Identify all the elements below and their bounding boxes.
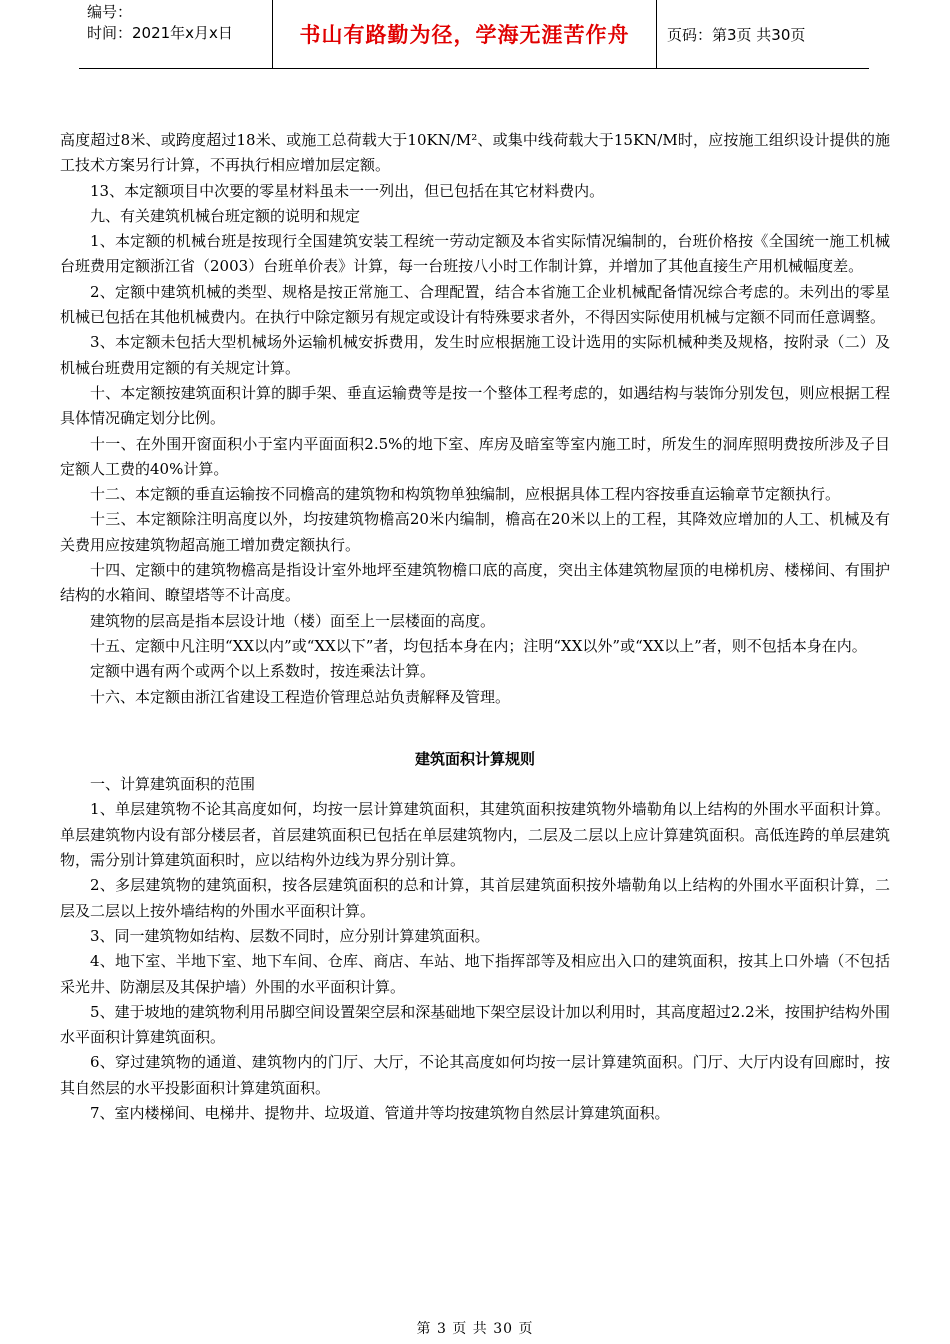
paragraph: 3、本定额未包括大型机械场外运输机械安拆费用，发生时应根据施工设计选用的实际机械种类及规格，按附录（二）及机械台班费用定额的有关规定计算。 — [60, 333, 890, 377]
section-paragraph: 6、穿过建筑物的通道、建筑物内的门厅、大厅，不论其高度如何均按一层计算建筑面积。门厅、大厅内设有回廊时，按其自然层的水平投影面积计算建筑面积。 — [60, 1053, 890, 1097]
paragraph: 十、本定额按建筑面积计算的脚手架、垂直运输费等是按一个整体工程考虑的，如遇结构与装饰分别发包，则应根据工程具体情况确定划分比例。 — [60, 383, 890, 428]
section-paragraph: 2、多层建筑物的建筑面积，按各层建筑面积的总和计算，其首层建筑面积按外墙勒角以上结构的外围水平面积计算，二层及二层以上按外墙结构的外围水平面积计算。 — [60, 876, 890, 920]
paragraph: 13、本定额项目中次要的零星材料虽未一一列出，但已包括在其它材料费内。 — [90, 181, 605, 200]
paragraph: 2、定额中建筑机械的类型、规格是按正常施工、合理配置，结合本省施工企业机械配备情况综合考虑的。未列出的零星机械已包括在其他机械费内。在执行中除定额另有规定或设计有特殊要求者外，不得因实际使用机械与定额不同而任意调整。 — [60, 282, 890, 327]
paragraph: 十四、定额中的建筑物檐高是指设计室外地坪至建筑物檐口底的高度，突出主体建筑物屋顶的电梯机房、楼梯间、有围护结构的水箱间、瞭望塔等不计高度。 — [60, 561, 890, 605]
section-title: 建筑面积计算规则 — [414, 749, 535, 768]
section-paragraph: 4、地下室、半地下室、地下车间、仓库、商店、车站、地下指挥部等及相应出入口的建筑面积，按其上口外墙（不包括采光井、防潮层及其保护墙）外围的水平面积计算。 — [60, 952, 890, 996]
doc-number-label: 编号： — [87, 3, 133, 21]
document-body — [60, 128, 890, 1126]
paragraph: 建筑物的层高是指本层设计地（楼）面至上一层楼面的高度。 — [90, 611, 496, 630]
paragraph: 1、本定额的机械台班是按现行全国建筑安装工程统一劳动定额及本省实际情况编制的，台班价格按《全国统一施工机械台班费用定额浙江省（2003）台班单价表》计算，每一台班按八小时工作制计算，并增加了其他直接生产用机械幅度差。 — [60, 232, 890, 276]
header-page-info: 页码：第3页 共30页 — [667, 25, 806, 44]
time-label: 时间：2021年x月x日 — [87, 24, 233, 42]
header-motto: 书山有路勤为径，学海无涯苦作舟 — [272, 0, 657, 68]
paragraph: 十六、本定额由浙江省建设工程造价管理总站负责解释及管理。 — [90, 687, 511, 706]
paragraph: 九、有关建筑机械台班定额的说明和规定 — [90, 206, 361, 225]
paragraph: 十三、本定额除注明高度以外，均按建筑物檐高20米内编制，檐高在20米以上的工程，其降效应增加的人工、机械及有关费用应按建筑物超高施工增加费定额执行。 — [60, 510, 890, 554]
section-paragraph: 7、室内楼梯间、电梯井、提物井、垃圾道、管道井等均按建筑物自然层计算建筑面积。 — [90, 1103, 670, 1122]
section-paragraph: 一、计算建筑面积的范围 — [90, 775, 256, 794]
header-meta — [79, 0, 272, 68]
paragraph: 十二、本定额的垂直运输按不同檐高的建筑物和构筑物单独编制，应根据具体工程内容按垂直运输章节定额执行。 — [90, 485, 841, 504]
paragraph: 十五、定额中凡注明“XX以内”或“XX以下”者，均包括本身在内；注明“XX以外”或“XX以上”者，则不包括本身在内。 — [90, 636, 867, 655]
page-footer: 第 3 页 共 30 页 — [416, 1321, 534, 1337]
paragraph: 十一、在外围开窗面积小于室内平面面积2.5%的地下室、库房及暗室等室内施工时，所发生的洞库照明费按所涉及子目定额人工费的40%计算。 — [60, 434, 890, 478]
section-paragraph: 3、同一建筑物如结构、层数不同时，应分别计算建筑面积。 — [90, 926, 490, 945]
section-paragraph: 5、建于坡地的建筑物利用吊脚空间设置架空层和深基础地下架空层设计加以利用时，其高度超过2.2米，按围护结构外围水平面积计算建筑面积。 — [60, 1002, 890, 1047]
paragraph: 高度超过8米、或跨度超过18米、或施工总荷载大于10KN/M²、或集中线荷载大于15KN/M时，应按施工组织设计提供的施工技术方案另行计算，不再执行相应增加层定额。 — [60, 131, 890, 175]
paragraph: 定额中遇有两个或两个以上系数时，按连乘法计算。 — [90, 662, 436, 681]
page-header — [79, 0, 869, 69]
section-paragraph: 1、单层建筑物不论其高度如何，均按一层计算建筑面积，其建筑面积按建筑物外墙勒角以上结构的外围水平面积计算。单层建筑物内设有部分楼层者，首层建筑面积已包括在单层建筑物内，二层及二层以上应计算建筑面积。高低连跨的单层建筑物，需分别计算建筑面积时，应以结构外边线为界分别计算。 — [60, 800, 890, 870]
